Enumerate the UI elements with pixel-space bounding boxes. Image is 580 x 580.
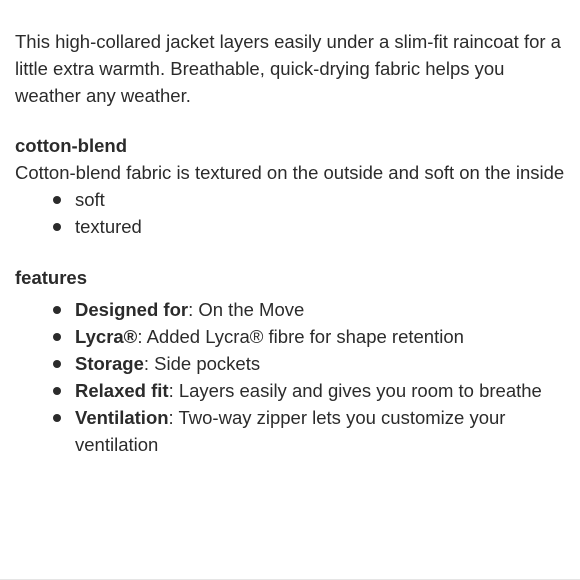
list-item: [15, 213, 565, 240]
features-heading: features: [15, 267, 87, 288]
list-item-text: soft: [75, 189, 105, 210]
feature-text: : Two-way zipper lets you customize your ventilation: [75, 407, 506, 455]
feature-term: Designed for: [75, 299, 189, 320]
feature-text: : Layers easily and gives you room to breathe: [168, 380, 542, 401]
cotton-blend-description: Cotton-blend fabric is textured on the outside and soft on the inside: [15, 162, 565, 183]
intro-paragraph: This high-collared jacket layers easily under a slim-fit raincoat for a little extra warmth. Breathable, quick-drying fabric helps you weather any weather.: [15, 31, 561, 106]
feature-item: [15, 377, 565, 404]
feature-text: : Added Lycra® fibre for shape retention: [137, 326, 464, 347]
feature-term: Lycra®: [75, 326, 138, 347]
feature-text: : On the Move: [188, 299, 305, 320]
list-item-text: textured: [75, 216, 142, 237]
feature-item: [15, 296, 565, 323]
product-description: [15, 28, 565, 458]
cotton-blend-heading: cotton-blend: [15, 135, 128, 156]
cotton-blend-section: [15, 132, 565, 240]
feature-term: Relaxed fit: [75, 380, 169, 401]
cotton-blend-list: [15, 186, 565, 240]
feature-term: Storage: [75, 353, 144, 374]
feature-term: Ventilation: [75, 407, 169, 428]
features-list: [15, 296, 565, 458]
features-section: [15, 264, 565, 458]
list-item: [15, 186, 565, 213]
feature-item: [15, 350, 565, 377]
feature-item: [15, 404, 565, 458]
feature-text: : Side pockets: [143, 353, 261, 374]
feature-item: [15, 323, 565, 350]
